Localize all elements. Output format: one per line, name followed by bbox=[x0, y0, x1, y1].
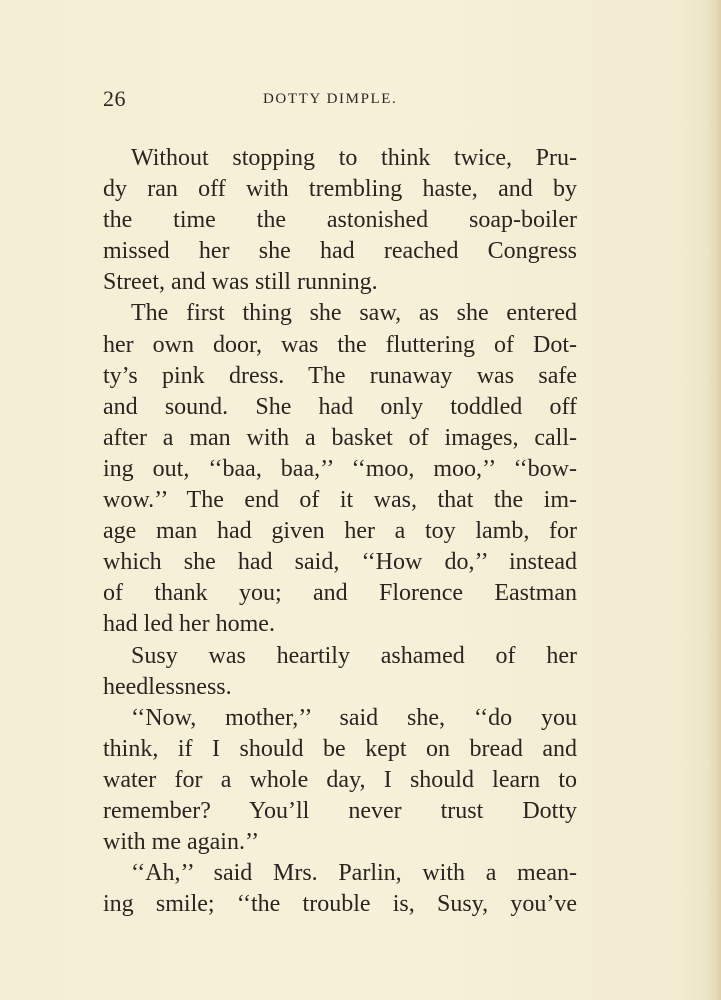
text-line: which she had said, ‘‘How do,’’ instead bbox=[103, 549, 577, 576]
text-line: her own door, was the fluttering of Dot- bbox=[103, 331, 577, 358]
text-line: think, if I should be kept on bread and bbox=[103, 735, 577, 762]
text-line: dy ran off with trembling haste, and by bbox=[103, 176, 577, 203]
paragraph bbox=[103, 858, 577, 920]
text-line: remember? You’ll never trust Dotty bbox=[103, 797, 577, 824]
running-title: DOTTY DIMPLE. bbox=[263, 91, 398, 107]
page-edge-shading bbox=[707, 0, 721, 1000]
text-line: heedlessness. bbox=[103, 673, 232, 700]
text-line: wow.’’ The end of it was, that the im- bbox=[103, 487, 577, 514]
text-line: age man had given her a toy lamb, for bbox=[103, 518, 577, 545]
text-line: ‘‘Now, mother,’’ said she, ‘‘do you bbox=[131, 704, 577, 731]
text-line: Street, and was still running. bbox=[103, 269, 378, 296]
text-line: The first thing she saw, as she entered bbox=[131, 300, 577, 327]
page-header bbox=[103, 86, 581, 116]
text-line: the time the astonished soap-boiler bbox=[103, 207, 577, 234]
text-line: with me again.’’ bbox=[103, 829, 260, 856]
paragraph bbox=[103, 641, 577, 703]
text-line: water for a whole day, I should learn to bbox=[103, 766, 577, 793]
text-line: ty’s pink dress. The runaway was safe bbox=[103, 362, 577, 389]
paragraph bbox=[103, 298, 577, 640]
text-line: missed her she had reached Congress bbox=[103, 238, 577, 265]
paragraph bbox=[103, 703, 577, 858]
text-line: and sound. She had only toddled off bbox=[103, 393, 577, 420]
text-line: ‘‘Ah,’’ said Mrs. Parlin, with a mean- bbox=[131, 860, 577, 887]
text-line: of thank you; and Florence Eastman bbox=[103, 580, 577, 607]
text-line: Without stopping to think twice, Pru- bbox=[131, 145, 577, 171]
text-line: ing out, ‘‘baa, baa,’’ ‘‘moo, moo,’’ ‘‘bow- bbox=[103, 455, 577, 482]
page-number: 26 bbox=[103, 86, 126, 111]
body-text bbox=[103, 143, 577, 920]
text-line: ing smile; ‘‘the trouble is, Susy, you’ve bbox=[103, 891, 577, 918]
text-line: after a man with a basket of images, call- bbox=[103, 424, 577, 451]
text-line: Susy was heartily ashamed of her bbox=[131, 642, 577, 669]
paragraph bbox=[103, 143, 577, 298]
text-line: had led her home. bbox=[103, 611, 275, 638]
